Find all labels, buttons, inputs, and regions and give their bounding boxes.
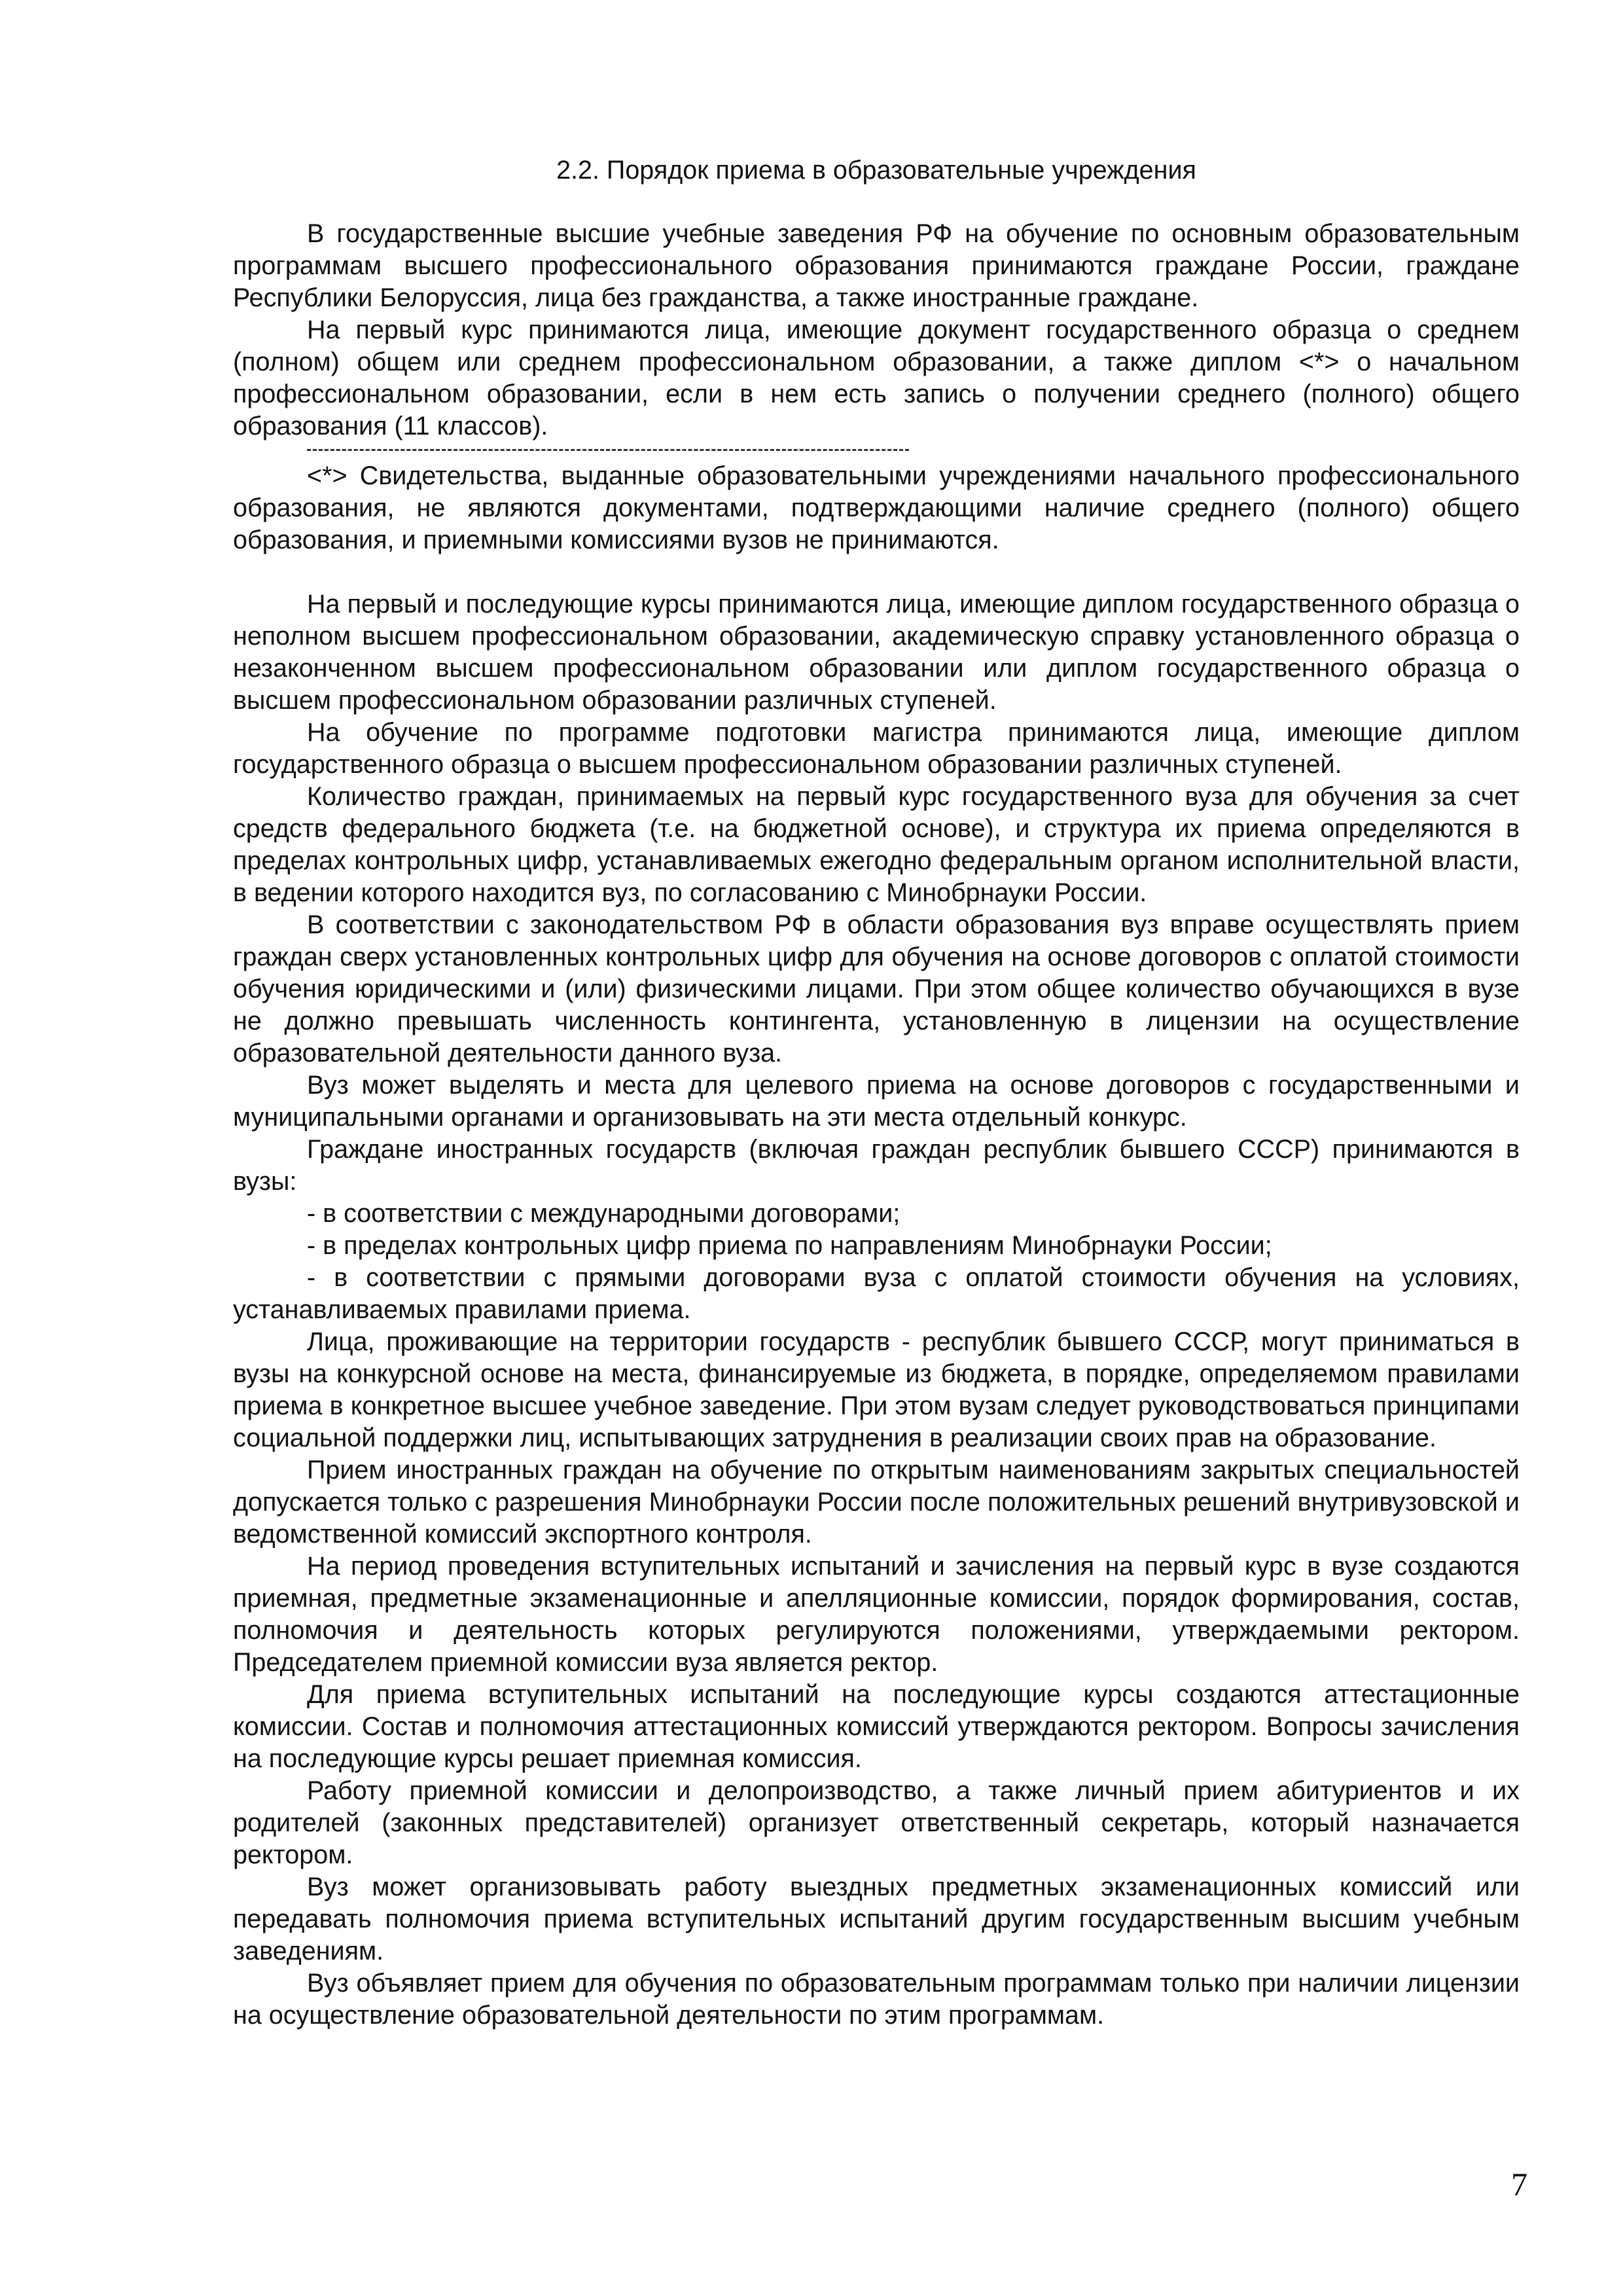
page-content xyxy=(233,154,1520,2032)
paragraph: Вуз объявляет прием для обучения по образовательным программам только при наличии лицензии на осуществление образовательной деятельности по этим программам. xyxy=(233,1969,1520,2030)
paragraph: На период проведения вступительных испытаний и зачисления на первый курс в вузе создаются приемная, предметные экзаменационные и апелляционные комиссии, порядок формирования, состав, полномочия и деятельность которых регулируются положениями, утверждаемыми ректором. Председателем приемной комиссии вуза является ректор. xyxy=(233,1552,1520,1677)
paragraph: В соответствии с законодательством РФ в области образования вуз вправе осуществлять прием граждан сверх установленных контрольных цифр для обучения на основе договоров с оплатой стоимости обучения юридическими и (или) физическими лицами. При этом общее количество обучающихся в вузе не должно превышать численность контингента, установленную в лицензии на осуществление образовательной деятельности данного вуза. xyxy=(233,910,1520,1067)
page-number: 7 xyxy=(1511,2166,1527,2202)
paragraph: В государственные высшие учебные заведения РФ на обучение по основным образовательным программам высшего профессионального образования принимаются граждане России, граждане Республики Белоруссия, лица без гражданства, а также иностранные граждане. xyxy=(233,219,1520,312)
paragraph: Вуз может выделять и места для целевого приема на основе договоров с государственными и муниципальными органами и организовывать на эти места отдельный конкурс. xyxy=(233,1071,1520,1132)
body-paragraphs-after-note xyxy=(233,588,1520,2032)
paragraph: Граждане иностранных государств (включая граждан республик бывшего СССР) принимаются в вузы: xyxy=(233,1135,1520,1196)
list-item: - в пределах контрольных цифр приема по направлениям Минобрнауки России; xyxy=(307,1231,1272,1260)
paragraph: На первый и последующие курсы принимаются лица, имеющие диплом государственного образца о неполном высшем профессиональном образовании, академическую справку установленного образца о незаконченном высшем профессиональном образовании или диплом государственного образца о высшем профессиональном образовании различных ступеней. xyxy=(233,590,1520,715)
spacer xyxy=(233,556,1520,588)
section-title: 2.2. Порядок приема в образовательные учреждения xyxy=(556,156,1196,185)
paragraph: На обучение по программе подготовки магистра принимаются лица, имеющие диплом государственного образца о высшем профессиональном образовании различных ступеней. xyxy=(233,718,1520,779)
paragraph: Лица, проживающие на территории государств - республик бывшего СССР, могут приниматься в вузы на конкурсной основе на места, финансируемые из бюджета, в порядке, определяемом правилами приема в конкретное высшее учебное заведение. При этом вузам следует руководствоваться принципами социальной поддержки лиц, испытывающих затруднения в реализации своих прав на образование. xyxy=(233,1327,1520,1452)
paragraph: Прием иностранных граждан на обучение по открытым наименованиям закрытых специальностей допускается только с разрешения Минобрнауки России после положительных решений внутривузовской и ведомственной комиссий экспортного контроля. xyxy=(233,1456,1520,1549)
list-item: - в соответствии с прямыми договорами вуза с оплатой стоимости обучения на условиях, устанавливаемых правилами приема. xyxy=(233,1263,1520,1324)
list-item: - в соответствии с международными договорами; xyxy=(307,1199,901,1228)
footnote-separator xyxy=(307,449,909,451)
paragraph: Количество граждан, принимаемых на первый курс государственного вуза для обучения за счет средств федерального бюджета (т.е. на бюджетной основе), и структура их приема определяются в пределах контрольных цифр, устанавливаемых ежегодно федеральным органом исполнительной власти, в ведении которого находится вуз, по согласованию с Минобрнауки России. xyxy=(233,782,1520,907)
paragraph: Для приема вступительных испытаний на последующие курсы создаются аттестационные комиссии. Состав и полномочия аттестационных комиссий утверждаются ректором. Вопросы зачисления на последующие курсы решает приемная комиссия. xyxy=(233,1680,1520,1773)
paragraph: На первый курс принимаются лица, имеющие документ государственного образца о среднем (полном) общем или среднем профессиональном образовании, а также диплом <*> о начальном профессиональном образовании, если в нем есть запись о получении среднего (полного) общего образования (11 классов). xyxy=(233,315,1520,440)
footnote: <*> Свидетельства, выданные образовательными учреждениями начального профессионального образования, не являются документами, подтверждающими наличие среднего (полного) общего образования, и приемными комиссиями вузов не принимаются. xyxy=(233,461,1520,554)
body-paragraphs-before-note xyxy=(233,218,1520,442)
paragraph: Работу приемной комиссии и делопроизводство, а также личный прием абитуриентов и их родителей (законных представителей) организует ответственный секретарь, который назначается ректором. xyxy=(233,1776,1520,1869)
paragraph: Вуз может организовывать работу выездных предметных экзаменационных комиссий или передавать полномочия приема вступительных испытаний другим государственным высшим учебным заведениям. xyxy=(233,1873,1520,1965)
